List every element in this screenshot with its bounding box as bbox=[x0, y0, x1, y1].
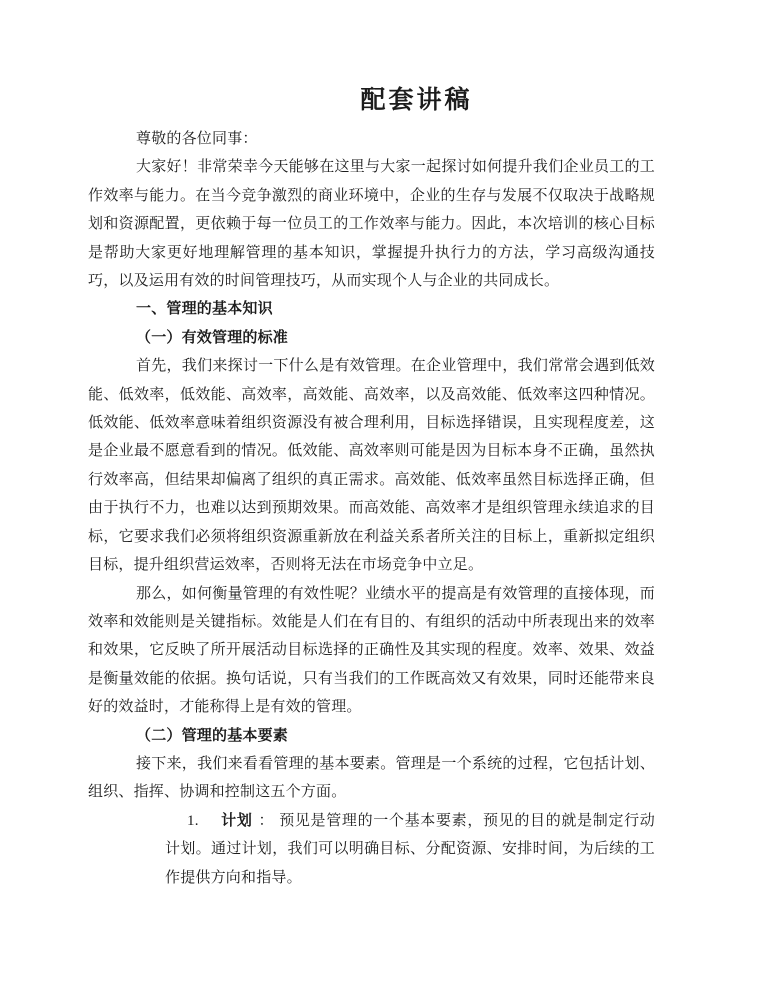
paragraph-effectiveness-types: 首先，我们来探讨一下什么是有效管理。在企业管理中，我们常常会遇到低效能、低效率，低效能、高效率，高效能、高效率，以及高效能、低效率这四种情况。低效能、低效率意味着组织资源没有被合理利用，目标选择错误，且实现程度差，这是企业最不愿意看到的情况。低效能、高效率则可能是因为目标本身不正确，虽然执行效率高，但结果却偏离了组织的真正需求。高效能、低效率虽然目标选择正确，但由于执行不力，也难以达到预期效果。而高效能、高效率才是组织管理永续追求的目标，它要求我们必须将组织资源重新放在利益关系者所关注的目标上，重新拟定组织目标，提升组织营运效率，否则将无法在市场竞争中立足。 bbox=[88, 358, 655, 574]
paragraph-measuring-effectiveness: 那么，如何衡量管理的有效性呢？业绩水平的提高是有效管理的直接体现，而效率和效能则是关键指标。效能是人们在有目的、有组织的活动中所表现出来的效率和效果，它反映了所开展活动目标选择的正确性及其实现的程度。效率、效果、效益是衡量效能的依据。换句话说，只有当我们的工作既高效又有效果，同时还能带来良好的效益时，才能称得上是有效的管理。 bbox=[88, 585, 655, 716]
section-heading-management-basics: 一、管理的基本知识 bbox=[136, 301, 273, 318]
list-item-separator: ： bbox=[258, 812, 275, 829]
list-item-text: 预见是管理的一个基本要素，预见的目的就是制定行动计划。通过计划，我们可以明确目标、分配资源、安排时间，为后续的工作提供方向和指导。 bbox=[165, 812, 655, 886]
subsection-heading-basic-elements: （二）管理的基本要素 bbox=[136, 727, 289, 744]
salutation-line: 尊敬的各位同事： bbox=[136, 131, 258, 147]
list-item-number: 1. bbox=[187, 812, 199, 829]
document-title: 配套讲稿 bbox=[360, 87, 473, 114]
subsection-heading-effective-management-standards: （一）有效管理的标准 bbox=[136, 329, 289, 346]
list-item-term-plan: 计划 bbox=[220, 812, 253, 829]
paragraph-elements-overview: 接下来，我们来看看管理的基本要素。管理是一个系统的过程，它包括计划、组织、指挥、协调和控制这五个方面。 bbox=[88, 755, 655, 801]
numbered-list-item-plan bbox=[165, 807, 655, 892]
intro-paragraph: 大家好！非常荣幸今天能够在这里与大家一起探讨如何提升我们企业员工的工作效率与能力。在当今竞争激烈的商业环境中，企业的生存与发展不仅取决于战略规划和资源配置，更依赖于每一位员工的工作效率与能力。因此，本次培训的核心目标是帮助大家更好地理解管理的基本知识，掌握提升执行力的方法，学习高级沟通技巧，以及运用有效的时间管理技巧，从而实现个人与企业的共同成长。 bbox=[88, 159, 655, 290]
